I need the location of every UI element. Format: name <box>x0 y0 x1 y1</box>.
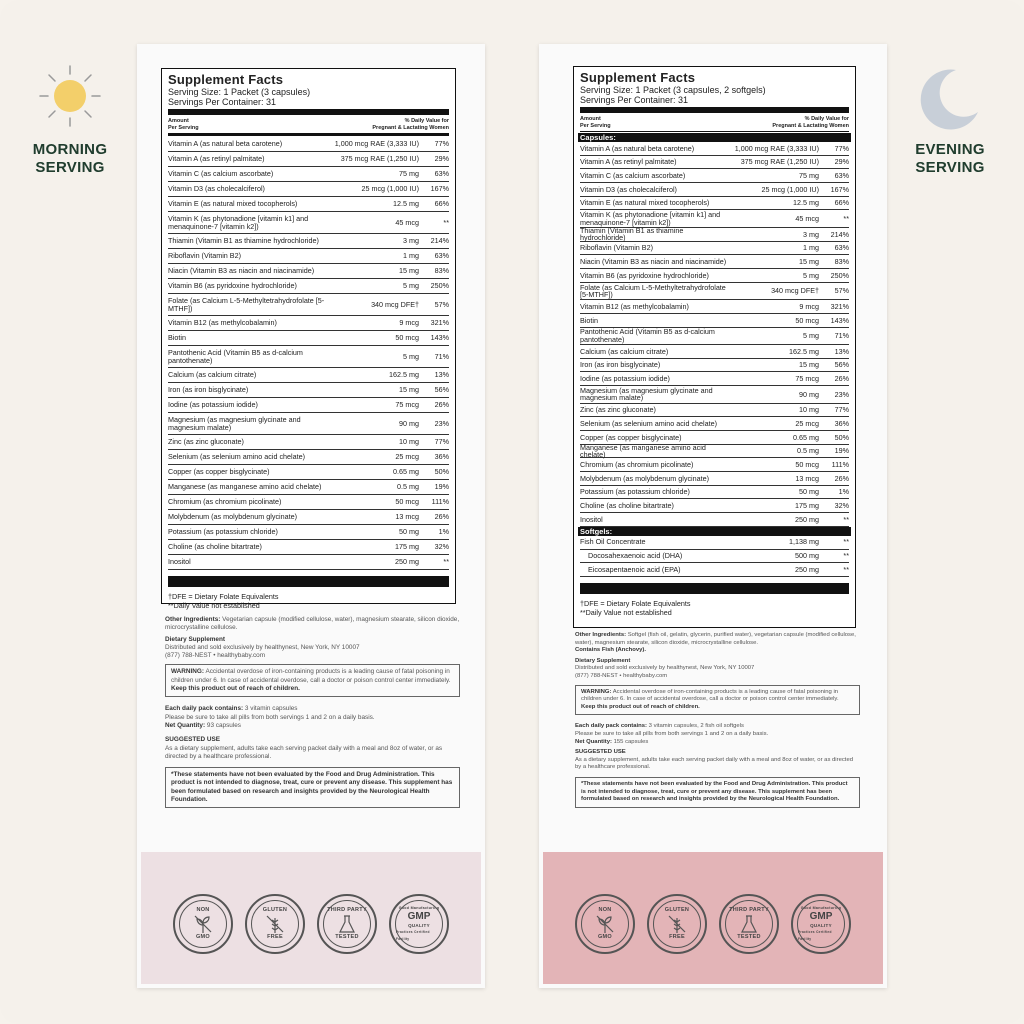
nutrient-name: Vitamin B6 (as pyridoxine hydrochloride) <box>168 281 297 291</box>
nutrient-name: Copper (as copper bisglycinate) <box>580 432 682 442</box>
daily-value: ** <box>843 213 849 223</box>
nutrient-amount: 25 mcg <box>795 418 819 428</box>
nutrient-amount: 1 mg <box>803 243 819 253</box>
nutrient-amount: 50 mcg <box>395 333 419 343</box>
nutrient-amount: 0.5 mg <box>397 482 419 492</box>
dietary-supplement: Dietary Supplement <box>165 635 226 643</box>
nutrient-name: Magnesium (as magnesium glycinate and magnesium malate) <box>580 385 713 403</box>
daily-value: 26% <box>434 512 449 522</box>
daily-value: 26% <box>434 400 449 410</box>
nutrient-row <box>580 345 849 359</box>
certification-badges <box>141 894 481 954</box>
evening-label-panel <box>539 44 887 988</box>
nutrient-name: Molybdenum (as molybdenum glycinate) <box>168 512 298 522</box>
nutrient-row <box>580 550 849 564</box>
nutrient-amount: 50 mcg <box>795 315 819 325</box>
daily-value: 321% <box>830 301 849 311</box>
nutrient-row <box>580 359 849 373</box>
nutrient-row <box>168 279 449 294</box>
net-quantity: Net Quantity: 93 capsules <box>165 721 242 729</box>
nutrient-name: Vitamin C (as calcium ascorbate) <box>168 169 274 179</box>
nutrient-amount: 1 mg <box>403 251 419 261</box>
nutrient-row <box>168 316 449 331</box>
label-info <box>165 616 460 808</box>
gluten-free-badge: GLUTEN FREE <box>647 894 707 954</box>
nutrient-amount: 500 mg <box>795 551 819 561</box>
nutrient-row <box>580 283 849 301</box>
dietary-supplement: Dietary Supplement <box>575 657 631 664</box>
nutrient-amount: 175 mg <box>795 501 819 511</box>
daily-value: ** <box>843 514 849 524</box>
flask-icon <box>738 914 760 934</box>
daily-value: 57% <box>434 299 449 309</box>
daily-value: ** <box>843 564 849 574</box>
daily-value: 23% <box>834 389 849 399</box>
daily-value: 143% <box>830 315 849 325</box>
footnote-dv: **Daily Value not established <box>168 601 260 610</box>
nutrient-name: Eicosapentaenoic acid (EPA) <box>588 564 681 574</box>
nutrient-row <box>168 450 449 465</box>
daily-value: 250% <box>830 270 849 280</box>
nutrient-name: Biotin <box>168 333 186 343</box>
nutrient-amount: 9 mcg <box>799 301 819 311</box>
nutrient-row <box>580 183 849 197</box>
daily-value: ** <box>843 537 849 547</box>
nutrient-name: Inositol <box>168 557 191 567</box>
nutrient-name: Vitamin A (as natural beta carotene) <box>168 139 283 149</box>
daily-value: 50% <box>834 432 849 442</box>
nutrient-row <box>580 499 849 513</box>
nutrient-amount: 340 mcg DFE† <box>771 286 819 296</box>
nutrient-name: Niacin (Vitamin B3 as niacin and niacinamide) <box>168 266 315 276</box>
nutrient-name: Chromium (as chromium picolinate) <box>580 460 694 470</box>
nutrient-rows <box>168 137 449 570</box>
nutrient-name: Vitamin D3 (as cholecalciferol) <box>580 184 677 194</box>
daily-value: ** <box>443 217 449 227</box>
nutrient-name: Iron (as iron bisglycinate) <box>168 385 249 395</box>
divider <box>580 107 849 113</box>
capsules-section-header: Capsules: <box>578 133 851 142</box>
nutrient-name: Vitamin B12 (as methylcobalamin) <box>168 318 277 328</box>
daily-value: 56% <box>834 360 849 370</box>
nutrient-row <box>580 269 849 283</box>
nutrient-name: Copper (as copper bisglycinate) <box>168 467 270 477</box>
nutrient-row <box>168 212 449 234</box>
daily-value: 143% <box>430 333 449 343</box>
nutrient-row <box>168 540 449 555</box>
nutrient-name: Choline (as choline bitartrate) <box>168 542 262 552</box>
contact: (877) 788-NEST • healthybaby.com <box>165 652 266 660</box>
moon-icon <box>916 66 982 132</box>
nutrient-amount: 1,000 mcg RAE (3,333 IU) <box>734 143 819 153</box>
daily-value: 214% <box>430 236 449 246</box>
nutrient-row <box>168 525 449 540</box>
nutrient-amount: 3 mg <box>803 229 819 239</box>
nutrient-name: Fish Oil Concentrate <box>580 537 646 547</box>
nutrient-name: Inositol <box>580 514 603 524</box>
nutrient-name: Selenium (as selenium amino acid chelate) <box>168 452 306 462</box>
nutrient-name: Calcium (as calcium citrate) <box>580 346 669 356</box>
nutrient-name: Riboflavin (Vitamin B2) <box>168 251 241 261</box>
sun-icon <box>30 60 110 132</box>
nutrient-row <box>168 510 449 525</box>
nutrient-row <box>168 383 449 398</box>
daily-value: 13% <box>434 370 449 380</box>
nutrient-name: Potassium (as potassium chloride) <box>580 487 690 497</box>
nutrient-row <box>580 458 849 472</box>
nutrient-row <box>580 417 849 431</box>
nutrient-name: Iodine (as potassium iodide) <box>580 374 670 384</box>
daily-value: 83% <box>434 266 449 276</box>
daily-value: ** <box>843 551 849 561</box>
daily-value: 1% <box>438 527 449 537</box>
nutrient-amount: 15 mg <box>399 385 419 395</box>
nutrient-amount: 15 mg <box>799 360 819 370</box>
nutrient-name: Thiamin (Vitamin B1 as thiamine hydrochloride) <box>168 236 319 246</box>
nutrient-amount: 90 mg <box>799 389 819 399</box>
daily-value: ** <box>443 557 449 567</box>
nutrient-amount: 1,138 mg <box>789 537 819 547</box>
daily-value: 71% <box>834 331 849 341</box>
facts-title: Supplement Facts <box>580 70 696 85</box>
nutrient-name: Zinc (as zinc gluconate) <box>168 437 244 447</box>
pack-bottom <box>543 852 883 984</box>
nutrient-name: Folate (as Calcium L-5-Methyltetrahydrofolate [5-MTHF]) <box>580 282 726 299</box>
nutrient-row <box>580 442 849 460</box>
nutrient-row <box>580 328 849 346</box>
servings-per-container: Servings Per Container: 31 <box>580 95 689 105</box>
daily-value: 63% <box>834 243 849 253</box>
nutrient-row <box>168 182 449 197</box>
nutrient-amount: 1,000 mcg RAE (3,333 IU) <box>334 139 419 149</box>
nutrient-amount: 0.65 mg <box>793 432 819 442</box>
nutrient-name: Riboflavin (Vitamin B2) <box>580 243 653 253</box>
wheat-icon <box>666 914 688 934</box>
nutrient-amount: 75 mcg <box>395 400 419 410</box>
nutrient-row <box>580 536 849 550</box>
warning-box: WARNING: Accidental overdose of iron-containing products is a leading cause of fatal poisoning in children under 6. In case of accidental overdose, call a doctor or poison control center immediately. Keep this product out of reach of children. <box>575 685 860 716</box>
nutrient-name: Zinc (as zinc gluconate) <box>580 405 656 415</box>
nutrient-row <box>580 142 849 156</box>
nutrient-name: Vitamin E (as natural mixed tocopherols) <box>168 199 298 209</box>
daily-value: 77% <box>834 405 849 415</box>
nutrient-amount: 50 mcg <box>395 497 419 507</box>
nutrient-name: Magnesium (as magnesium glycinate and magnesium malate) <box>168 415 301 432</box>
nutrient-row <box>168 167 449 182</box>
nutrient-name: Vitamin B12 (as methylcobalamin) <box>580 301 689 311</box>
nutrient-name: Docosahexaenoic acid (DHA) <box>588 551 683 561</box>
nutrient-row <box>168 294 449 316</box>
nutrient-name: Vitamin K (as phytonadione [vitamin k1] and menaquinone-7 [vitamin k2]) <box>580 210 721 227</box>
nutrient-amount: 162.5 mg <box>389 370 419 380</box>
suggested-use-heading: SUGGESTED USE <box>575 749 626 756</box>
nutrient-row <box>580 242 849 256</box>
nutrient-amount: 45 mcg <box>795 213 819 223</box>
gmp-badge: Good Manufacturing GMP QUALITY Practices Certified Facility <box>791 894 851 954</box>
daily-value: 77% <box>834 143 849 153</box>
nutrient-amount: 175 mg <box>395 542 419 552</box>
nutrient-amount: 15 mg <box>399 266 419 276</box>
nutrient-row <box>168 495 449 510</box>
supplement-facts-table <box>161 68 456 610</box>
nutrient-amount: 50 mg <box>399 527 419 537</box>
daily-value: 250% <box>430 281 449 291</box>
nutrient-amount: 13 mcg <box>795 473 819 483</box>
other-ingredients: Other Ingredients: Vegetarian capsule (modified cellulose, water), magnesium stearate, silicon dioxide, microcrystalline cellulose. <box>165 616 460 632</box>
daily-value: 50% <box>434 467 449 477</box>
nutrient-row <box>580 197 849 211</box>
nutrient-name: Iodine (as potassium iodide) <box>168 400 258 410</box>
nutrient-row <box>168 465 449 480</box>
nutrient-row <box>168 331 449 346</box>
sprout-icon <box>594 914 616 934</box>
pack-contents: Each daily pack contains: 3 vitamin capsules, 2 fish oil softgels <box>575 723 744 730</box>
nutrient-name: Iron (as iron bisglycinate) <box>580 360 661 370</box>
servings-per-container: Servings Per Container: 31 <box>168 97 277 107</box>
nutrient-name: Vitamin A (as natural beta carotene) <box>580 143 695 153</box>
daily-value: 214% <box>830 229 849 239</box>
footnote-dv: **Daily Value not established <box>580 607 672 617</box>
daily-value: 29% <box>434 154 449 164</box>
daily-value: 29% <box>834 157 849 167</box>
evening-serving-label: EVENING SERVING <box>915 141 985 176</box>
divider <box>168 576 449 587</box>
contact: (877) 788-NEST • healthybaby.com <box>575 672 668 679</box>
take-instruction: Please be sure to take all pills from both servings 1 and 2 on a daily basis. <box>165 713 375 721</box>
daily-value: 63% <box>434 169 449 179</box>
facts-title: Supplement Facts <box>168 72 284 87</box>
supplement-facts-table <box>573 66 856 628</box>
pack-bottom <box>141 852 481 984</box>
daily-value: 63% <box>834 171 849 181</box>
take-instruction: Please be sure to take all pills from both servings 1 and 2 on a daily basis. <box>575 730 769 737</box>
flask-icon <box>336 914 358 934</box>
daily-value: 111% <box>431 497 449 507</box>
daily-value: 26% <box>834 473 849 483</box>
nutrient-amount: 13 mcg <box>395 512 419 522</box>
nutrient-amount: 250 mg <box>795 564 819 574</box>
daily-value: 32% <box>834 501 849 511</box>
nutrient-amount: 5 mg <box>803 270 819 280</box>
daily-value: 66% <box>434 199 449 209</box>
nutrient-amount: 5 mg <box>403 351 419 361</box>
daily-value: 19% <box>434 482 449 492</box>
third-party-badge: THIRD PARTY TESTED <box>317 894 377 954</box>
nutrient-amount: 90 mg <box>399 418 419 428</box>
distributor: Distributed and sold exclusively by healthynest, New York, NY 10007 <box>575 665 755 672</box>
nutrient-name: Vitamin C (as calcium ascorbate) <box>580 171 686 181</box>
nutrient-amount: 75 mcg <box>795 374 819 384</box>
nutrient-amount: 45 mcg <box>395 217 419 227</box>
footnote-dfe: †DFE = Dietary Folate Equivalents <box>168 592 279 601</box>
nutrient-amount: 5 mg <box>403 281 419 291</box>
nutrient-name: Thiamin (Vitamin B1 as thiamine hydrochloride) <box>580 225 684 243</box>
daily-value: 77% <box>434 437 449 447</box>
morning-serving-label: MORNING SERVING <box>32 141 108 176</box>
nutrient-amount: 375 mcg RAE (1,250 IU) <box>340 154 419 164</box>
nutrient-row <box>580 404 849 418</box>
gluten-free-badge: GLUTEN FREE <box>245 894 305 954</box>
daily-value: 32% <box>434 542 449 552</box>
daily-value: 13% <box>834 346 849 356</box>
nutrient-row <box>168 413 449 435</box>
nutrient-name: Pantothenic Acid (Vitamin B5 as d-calcium pantothenate) <box>168 348 303 365</box>
facts-header: Amount Per Serving % Daily Value for Pregnant & Lactating Women <box>580 116 849 132</box>
nutrient-name: Niacin (Vitamin B3 as niacin and niacinamide) <box>580 256 727 266</box>
nutrient-name: Pantothenic Acid (Vitamin B5 as d-calcium pantothenate) <box>580 327 715 344</box>
nutrient-amount: 75 mg <box>399 169 419 179</box>
daily-value: 56% <box>434 385 449 395</box>
daily-value: 19% <box>834 446 849 456</box>
daily-value: 1% <box>838 487 849 497</box>
nutrient-row <box>168 398 449 413</box>
nutrient-amount: 25 mcg (1,000 IU) <box>761 184 819 194</box>
morning-label-panel <box>137 44 485 988</box>
nutrient-name: Manganese (as manganese amino acid chelate) <box>168 482 322 492</box>
non-gmo-badge: NON GMO <box>575 894 635 954</box>
nutrient-row <box>168 346 449 368</box>
daily-value: 66% <box>834 198 849 208</box>
distributor: Distributed and sold exclusively by healthynest, New York, NY 10007 <box>165 643 360 651</box>
nutrient-name: Manganese (as manganese amino acid chelate) <box>580 442 706 460</box>
nutrient-name: Vitamin D3 (as cholecalciferol) <box>168 184 265 194</box>
gmp-badge: Good Manufacturing GMP QUALITY Practices Certified Facility <box>389 894 449 954</box>
net-quantity: Net Quantity: 155 capsules <box>575 738 649 745</box>
nutrient-amount: 250 mg <box>795 514 819 524</box>
nutrient-amount: 3 mg <box>403 236 419 246</box>
softgels-section-header: Softgels: <box>578 527 851 536</box>
nutrient-amount: 10 mg <box>399 437 419 447</box>
nutrient-row <box>580 156 849 170</box>
certification-badges <box>543 894 883 954</box>
divider <box>168 109 449 115</box>
nutrient-row <box>168 249 449 264</box>
daily-value: 71% <box>434 351 449 361</box>
facts-header: Amount Per Serving % Daily Value for Pregnant & Lactating Women <box>168 118 449 136</box>
non-gmo-badge: NON GMO <box>173 894 233 954</box>
nutrient-amount: 375 mcg RAE (1,250 IU) <box>740 157 819 167</box>
sprout-icon <box>192 914 214 934</box>
nutrient-row <box>168 234 449 249</box>
nutrient-amount: 25 mcg <box>395 452 419 462</box>
nutrient-name: Vitamin E (as natural mixed tocopherols) <box>580 198 710 208</box>
nutrient-amount: 340 mcg DFE† <box>371 299 419 309</box>
nutrient-row <box>168 435 449 450</box>
third-party-badge: THIRD PARTY TESTED <box>719 894 779 954</box>
daily-value: 167% <box>830 184 849 194</box>
nutrient-amount: 9 mcg <box>399 318 419 328</box>
nutrient-row <box>168 555 449 570</box>
daily-value: 321% <box>430 318 449 328</box>
nutrient-row <box>580 169 849 183</box>
nutrient-row <box>580 513 849 527</box>
daily-value: 111% <box>831 460 849 470</box>
nutrient-amount: 162.5 mg <box>789 346 819 356</box>
nutrient-row <box>168 368 449 383</box>
nutrient-name: Calcium (as calcium citrate) <box>168 370 257 380</box>
nutrient-amount: 12.5 mg <box>393 199 419 209</box>
nutrient-amount: 25 mcg (1,000 IU) <box>361 184 419 194</box>
nutrient-row <box>580 300 849 314</box>
nutrient-name: Chromium (as chromium picolinate) <box>168 497 282 507</box>
nutrient-row <box>168 197 449 212</box>
nutrient-name: Molybdenum (as molybdenum glycinate) <box>580 473 710 483</box>
nutrient-name: Folate (as Calcium L-5-Methyltetrahydrofolate [5-MTHF]) <box>168 296 325 313</box>
nutrient-name: Vitamin A (as retinyl palmitate) <box>580 157 677 167</box>
nutrient-row <box>168 137 449 152</box>
nutrient-amount: 5 mg <box>803 331 819 341</box>
nutrient-name: Vitamin K (as phytonadione [vitamin k1] and menaquinone-7 [vitamin k2]) <box>168 214 309 231</box>
daily-value: 23% <box>434 418 449 428</box>
suggested-use-text: As a dietary supplement, adults take each serving packet daily with a meal and 8oz of water, or as directed by a healthcare professional. <box>575 756 853 771</box>
divider <box>580 583 849 594</box>
pack-contents: Each daily pack contains: 3 vitamin capsules <box>165 705 298 713</box>
nutrient-row <box>580 314 849 328</box>
daily-value: 83% <box>834 256 849 266</box>
nutrient-row <box>168 152 449 167</box>
daily-value: 36% <box>434 452 449 462</box>
daily-value: 167% <box>430 184 449 194</box>
daily-value: 57% <box>834 286 849 296</box>
softgel-rows <box>580 536 849 577</box>
nutrient-row <box>168 264 449 279</box>
fda-disclaimer: *These statements have not been evaluated by the Food and Drug Administration. This product is not intended to diagnose, treat, cure or prevent any disease. This supplement has been formulated based on research and insights provided by the Neurological Health Foundation. <box>575 777 860 808</box>
daily-value: 36% <box>834 418 849 428</box>
nutrient-amount: 50 mg <box>799 487 819 497</box>
daily-value: 63% <box>434 251 449 261</box>
nutrient-row <box>580 225 849 243</box>
nutrient-row <box>580 255 849 269</box>
serving-size: Serving Size: 1 Packet (3 capsules, 2 softgels) <box>580 85 766 95</box>
serving-size: Serving Size: 1 Packet (3 capsules) <box>168 87 311 97</box>
nutrient-name: Selenium (as selenium amino acid chelate) <box>580 418 718 428</box>
nutrient-name: Vitamin B6 (as pyridoxine hydrochloride) <box>580 270 709 280</box>
fda-disclaimer: *These statements have not been evaluated by the Food and Drug Administration. This product is not intended to diagnose, treat, cure or prevent any disease. This supplement has been formulated based on research and insights provided by the Neurological Health Foundation. <box>165 767 460 808</box>
label-info <box>575 632 860 808</box>
warning-box: WARNING: Accidental overdose of iron-containing products is a leading cause of fatal poisoning in children under 6. In case of accidental overdose, call a doctor or poison control center immediately. Keep this product out of reach of children. <box>165 664 460 697</box>
nutrient-row <box>580 563 849 577</box>
wheat-icon <box>264 914 286 934</box>
nutrient-rows <box>580 142 849 527</box>
nutrient-amount: 12.5 mg <box>793 198 819 208</box>
nutrient-amount: 250 mg <box>395 557 419 567</box>
nutrient-amount: 50 mcg <box>795 460 819 470</box>
allergen-statement: Contains Fish (Anchovy). <box>575 647 647 654</box>
nutrient-name: Vitamin A (as retinyl palmitate) <box>168 154 265 164</box>
footnote-dfe: †DFE = Dietary Folate Equivalents <box>580 598 691 608</box>
nutrient-row <box>580 472 849 486</box>
suggested-use-text: As a dietary supplement, adults take each serving packet daily with a meal and 8oz of water, or as directed by a healthcare professional. <box>165 744 443 760</box>
nutrient-row <box>580 372 849 386</box>
nutrient-name: Biotin <box>580 315 598 325</box>
nutrient-name: Potassium (as potassium chloride) <box>168 527 278 537</box>
nutrient-row <box>580 386 849 404</box>
other-ingredients: Other Ingredients: Softgel (fish oil, gelatin, glycerin, purified water), vegetarian capsule (modified cellulose, water), magnesium stearate, silicon dioxide, microcrystalline cellulose. <box>575 632 856 646</box>
daily-value: 77% <box>434 139 449 149</box>
nutrient-amount: 10 mg <box>799 405 819 415</box>
nutrient-amount: 0.5 mg <box>797 446 819 456</box>
nutrient-amount: 0.65 mg <box>393 467 419 477</box>
nutrient-amount: 75 mg <box>799 171 819 181</box>
daily-value: 26% <box>834 374 849 384</box>
nutrient-row <box>580 486 849 500</box>
nutrient-row <box>168 480 449 495</box>
nutrient-name: Choline (as choline bitartrate) <box>580 501 674 511</box>
suggested-use-heading: SUGGESTED USE <box>165 736 221 744</box>
nutrient-amount: 15 mg <box>799 256 819 266</box>
